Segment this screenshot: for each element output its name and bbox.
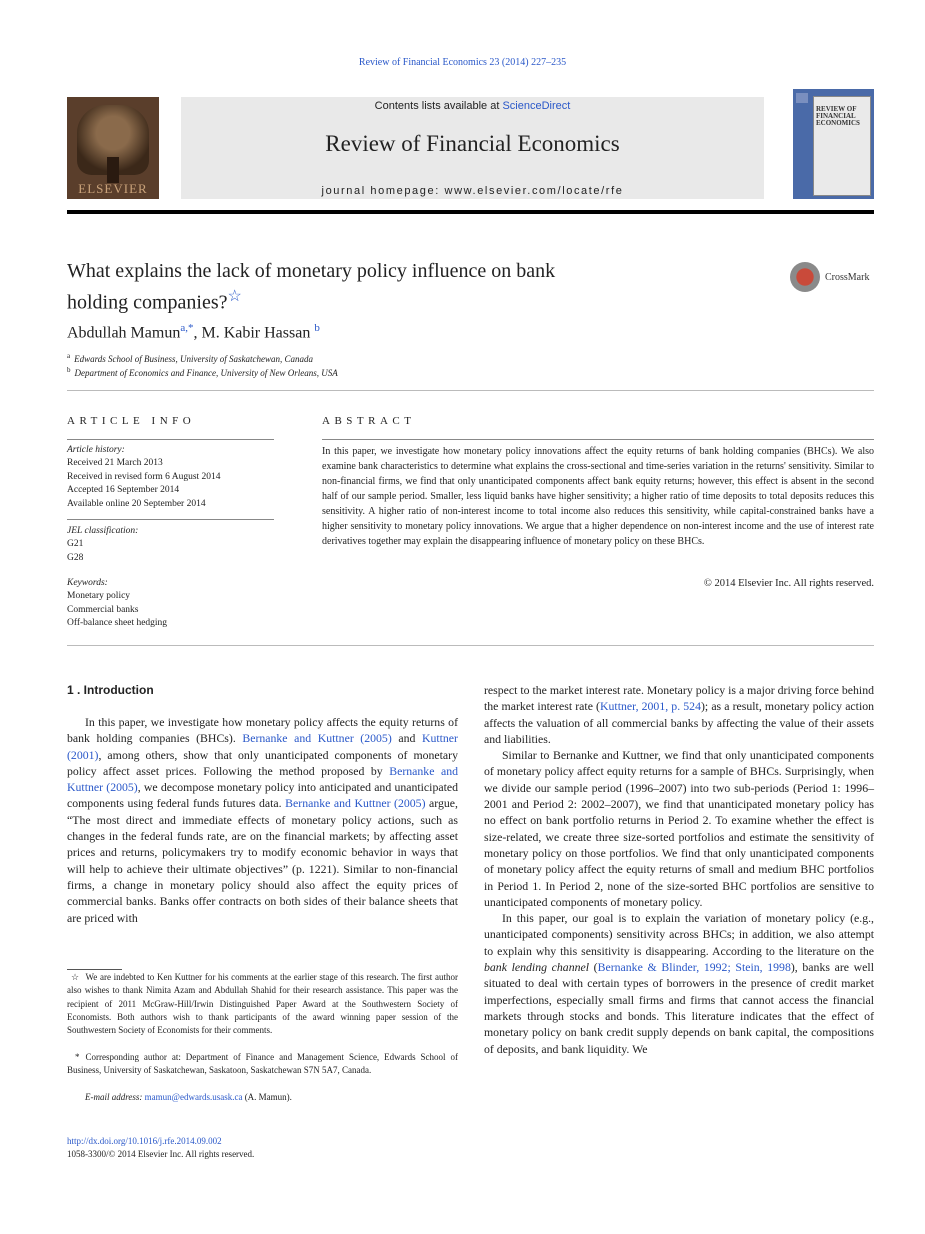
affiliation-a xyxy=(67,352,313,364)
p1-text-e: argue, “The most direct and immediate effects of monetary policy actions, such as changes in the federal funds rate, are on the financial markets; by affecting asset prices and returns, policymakers try to modify economic behavior in ways that will help to achieve their ultimate objectives” (p. 1221). Similar to non-financial firms, a change in monetary policy should also affect the equity prices of commercial banks. Banks offer contracts on both sides of their balance sheets that are priced with xyxy=(67,796,458,925)
affiliation-b xyxy=(67,366,338,378)
intro-paragraph-2: Similar to Bernanke and Kuttner, we find that only unanticipated components of monetary policy affect equity returns for a sample of BHCs. Surprisingly, when we divide our sample period (1996–2007) into two sub-periods (Period 1: 1996–2001 and Period 2: 2002–2007), we find that unanticipated monetary policy has no effect on bank portfolio returns in Period 2. To examine whether the effect is size-related, we create three size-sorted portfolios and estimate the sensitivity of monetary policy on those portfolios. We find that only unanticipated components of monetary policy affect the equity returns of small and medium BHC portfolios in Period 1. In Period 2, none of the size-sorted BHC portfolios are sensitive to unanticipated components of monetary policy. xyxy=(484,748,874,909)
citation-bernanke-blinder-stein[interactable]: Bernanke & Blinder, 1992; Stein, 1998 xyxy=(597,960,791,975)
affil-a-mark: a xyxy=(67,352,71,360)
journal-reference[interactable] xyxy=(0,57,925,68)
journal-cover-image xyxy=(793,89,874,199)
abstract-heading: ABSTRACT xyxy=(322,415,416,427)
section-title: 1 . Introduction xyxy=(67,683,154,697)
author-2-affil[interactable]: b xyxy=(314,322,320,334)
elsevier-logo xyxy=(67,97,159,199)
citation-bernanke-kuttner-2005[interactable]: Bernanke and Kuttner (2005) xyxy=(67,763,458,795)
author-1: Abdullah Mamun xyxy=(67,324,181,342)
footnote-star-text: We are indebted to Ken Kuttner for his comments at the earlier stage of this research. The first author also wishes to thank Nimita Azam and Abdullah Shahid for their research assistance. This paper was the recipient of 2011 McGraw-Hill/Irwin Distinguished Paper Award at the Southwestern Society of Economists. Both authors wish to thank participants of the award winning paper session of the Southwestern Society of Economists for their comments. xyxy=(67,972,458,1036)
p1-text-a: In this paper, we investigate how monetary policy affects the equity returns of bank holding companies (BHCs). xyxy=(67,715,458,746)
email-link[interactable]: mamun@edwards.usask.ca xyxy=(144,1092,243,1102)
footnote-corresponding xyxy=(67,1051,458,1078)
crossmark-label: CrossMark xyxy=(825,272,870,283)
accepted-date: Accepted 16 September 2014 xyxy=(67,485,180,496)
email-suffix: (A. Mamun). xyxy=(242,1092,292,1102)
footnote-star xyxy=(67,971,458,1037)
intro-paragraph-1 xyxy=(67,714,458,926)
journal-ref-link[interactable]: Review of Financial Economics 23 (2014) 227–235 xyxy=(358,57,567,68)
crossmark-icon xyxy=(790,262,820,292)
divider-body xyxy=(67,645,874,646)
article-title xyxy=(67,258,707,316)
abstract-text: In this paper, we investigate how monetary policy innovations affect the equity returns of bank holding companies (BHCs). We also examine bank characteristics to determine what explains the cross-sectional and time-series variation in the returns' sensitivity. Similar to non-financial firms, we find that only unanticipated components affect bank equity returns; however, this effect is absent in the second half of our sample period. Smaller, less liquid banks have higher sensitivity; a higher ratio of time deposits to total deposits reduces this sensitivity. A higher ratio of non-interest income to total income also reduces this sensitivity, while capital-constrained banks have a higher sensitivity to monetary policy innovations. We argue that a higher dependence on non-interest income and the use of interest rate derivatives together may explain the disappearing influence of monetary policy on these BHCs. xyxy=(322,446,874,547)
contents-prefix: Contents lists available at xyxy=(374,100,503,112)
citation-bernanke-kuttner-2005[interactable]: Bernanke and Kuttner (2005) xyxy=(285,796,426,811)
r1-text-a: respect to the market interest rate. Monetary policy is a major driving force behind the market interest rate ( xyxy=(484,683,874,714)
issn-line: 1058-3300/© 2014 Elsevier Inc. All rights reserved. xyxy=(67,1149,255,1159)
r1-text-b: ); as a result, monetary policy action affects the valuation of all commercial banks by affecting the value of their assets and liabilities. xyxy=(484,699,875,746)
cover-strip xyxy=(796,93,808,103)
jel-label: JEL classification: xyxy=(67,526,139,536)
r3-italic: bank lending channel xyxy=(484,960,589,975)
cover-title: REVIEW OF FINANCIAL ECONOMICS xyxy=(816,105,860,127)
p1-text-d: , we decompose monetary policy into anticipated and unanticipated components using federal funds futures data. xyxy=(67,780,458,811)
title-footnote-star[interactable]: ☆ xyxy=(227,288,242,305)
doi-line xyxy=(67,1135,222,1147)
affil-b-text: Department of Economics and Finance, University of New Orleans, USA xyxy=(74,368,338,378)
keyword-3: Off-balance sheet hedging xyxy=(67,618,168,629)
intro-paragraph-3 xyxy=(484,910,874,1057)
online-date: Available online 20 September 2014 xyxy=(67,498,206,509)
history-label: Article history: xyxy=(67,445,125,455)
header-divider xyxy=(67,210,874,214)
title-line-2: holding companies? xyxy=(67,291,228,314)
footnote-star-mark: ☆ xyxy=(71,972,80,982)
r3-text-b: ( xyxy=(589,960,598,975)
footnote-corr-text: Corresponding author at: Department of Finance and Management Science, Edwards School of Business, University of Saskatchewan, Saskatoon, Saskatchewan S7N 5A7, Canada. xyxy=(67,1052,458,1076)
keyword-1: Monetary policy xyxy=(67,591,131,602)
sciencedirect-link[interactable]: ScienceDirect xyxy=(502,100,571,112)
journal-title: Review of Financial Economics xyxy=(325,131,620,156)
keywords-label: Keywords: xyxy=(67,578,108,588)
article-info-heading: ARTICLE INFO xyxy=(67,415,196,427)
jel-code-2: G28 xyxy=(67,552,84,563)
right-column xyxy=(484,682,874,1057)
intro-paragraph-1-cont xyxy=(484,682,874,747)
journal-masthead xyxy=(181,97,764,199)
article-info-rule xyxy=(67,439,274,440)
divider-top xyxy=(67,390,874,391)
contents-line xyxy=(181,100,764,112)
article-history xyxy=(67,444,274,511)
citation-kuttner-2001-p524[interactable]: Kuttner, 2001, p. 524 xyxy=(600,699,701,714)
p1-text-c: , among others, show that only unanticipated components of monetary policy affect asset prices. Following the method proposed by xyxy=(67,747,458,778)
footnote-corr-mark: * xyxy=(75,1052,80,1062)
title-line-1: What explains the lack of monetary policy influence on bank xyxy=(67,260,556,282)
email-label: E-mail address: xyxy=(85,1092,145,1102)
abstract-rule xyxy=(322,439,874,440)
jel-code-1: G21 xyxy=(67,539,84,550)
revised-date: Received in revised form 6 August 2014 xyxy=(67,471,221,482)
received-date: Received 21 March 2013 xyxy=(67,458,163,469)
tree-trunk xyxy=(107,157,119,183)
keywords xyxy=(67,577,274,631)
cover-inner xyxy=(813,96,871,196)
keyword-2: Commercial banks xyxy=(67,604,139,615)
crossmark-badge[interactable] xyxy=(790,262,890,294)
abstract-copyright: © 2014 Elsevier Inc. All rights reserved. xyxy=(703,578,874,589)
journal-homepage: journal homepage: www.elsevier.com/locate/rfe xyxy=(321,185,624,197)
affil-a-text: Edwards School of Business, University of Saskatchewan, Canada xyxy=(74,354,314,364)
citation-kuttner-2001[interactable]: Kuttner (2001) xyxy=(67,731,458,762)
citation-bernanke-kuttner-2005[interactable]: Bernanke and Kuttner (2005) xyxy=(242,731,392,746)
jel-rule xyxy=(67,519,274,520)
footnote-email xyxy=(67,1091,458,1104)
r3-text-a: In this paper, our goal is to explain the variation of monetary policy (e.g., unanticipated components) sensitivity across BHCs; in addition, we also attempt to explain why this sensitivity is disappearing. According to the literature on the xyxy=(484,911,874,958)
affil-b-mark: b xyxy=(67,366,71,374)
footnote-rule xyxy=(67,969,122,970)
r3-text-c: ), banks are well situated to deal with certain types of borrowers in the presence of credit market imperfections, especially small firms and firms that cannot access the financial markets through stocks and bonds. This literature indicates that the effect of monetary policy on bank credit supply depends on bank capital, the compositions of deposits, and bank liquidity. We xyxy=(484,960,874,1056)
author-1-affil[interactable]: a,* xyxy=(180,322,194,334)
elsevier-logo-text: ELSEVIER xyxy=(78,181,148,196)
authors xyxy=(67,322,320,342)
doi-link[interactable]: http://dx.doi.org/10.1016/j.rfe.2014.09.002 xyxy=(67,1136,222,1146)
jel-classification xyxy=(67,525,274,565)
p1-text-b: and xyxy=(391,731,422,746)
author-2: , M. Kabir Hassan xyxy=(193,324,311,342)
left-column xyxy=(67,714,458,926)
